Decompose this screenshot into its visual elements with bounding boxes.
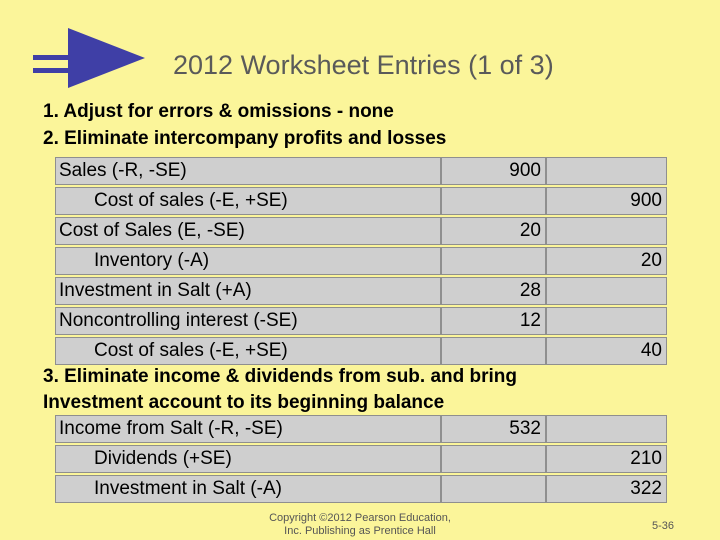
slide-title: 2012 Worksheet Entries (1 of 3): [173, 50, 554, 80]
step-2: 2. Eliminate intercompany profits and losses: [43, 128, 447, 149]
account-cell: Investment in Salt (-A): [94, 478, 282, 499]
account-cell: Sales (-R, -SE): [59, 160, 187, 181]
account-cell: Cost of Sales (E, -SE): [59, 220, 245, 241]
table-row: [55, 337, 667, 365]
table-row: [55, 415, 667, 443]
debit-cell: 20: [519, 220, 541, 241]
step-3: 3. Eliminate income & dividends from sub. and bring: [43, 366, 518, 387]
table-row: [55, 217, 667, 245]
account-cell: Inventory (-A): [94, 250, 210, 271]
debit-cell: 28: [519, 280, 541, 301]
credit-cell: 900: [630, 190, 662, 211]
account-cell: Cost of sales (-E, +SE): [94, 340, 288, 361]
step-1: 1. Adjust for errors & omissions - none: [43, 101, 394, 122]
copyright-line-2: Inc. Publishing as Prentice Hall: [284, 525, 436, 537]
step-3-continued: Investment account to its beginning balance: [43, 392, 445, 413]
table-row: [55, 187, 667, 215]
credit-cell: 322: [630, 478, 662, 499]
debit-cell: 12: [519, 310, 541, 331]
account-cell: Dividends (+SE): [94, 448, 232, 469]
account-cell: Noncontrolling interest (-SE): [59, 310, 298, 331]
account-cell: Income from Salt (-R, -SE): [59, 418, 283, 439]
debit-cell: 532: [509, 418, 541, 439]
page-number: 5-36: [652, 520, 675, 532]
debit-cell: 900: [509, 160, 541, 181]
credit-cell: 20: [640, 250, 662, 271]
copyright-line-1: Copyright ©2012 Pearson Education,: [269, 512, 451, 524]
arrow-icon: [30, 28, 145, 88]
credit-cell: 40: [640, 340, 662, 361]
table-row: [55, 157, 667, 185]
copyright-notice: [245, 512, 475, 538]
account-cell: Cost of sales (-E, +SE): [94, 190, 288, 211]
account-cell: Investment in Salt (+A): [59, 280, 252, 301]
table-row: [55, 307, 667, 335]
table-row: [55, 475, 667, 503]
credit-cell: 210: [630, 448, 662, 469]
table-row: [55, 445, 667, 473]
table-row: [55, 277, 667, 305]
table-row: [55, 247, 667, 275]
